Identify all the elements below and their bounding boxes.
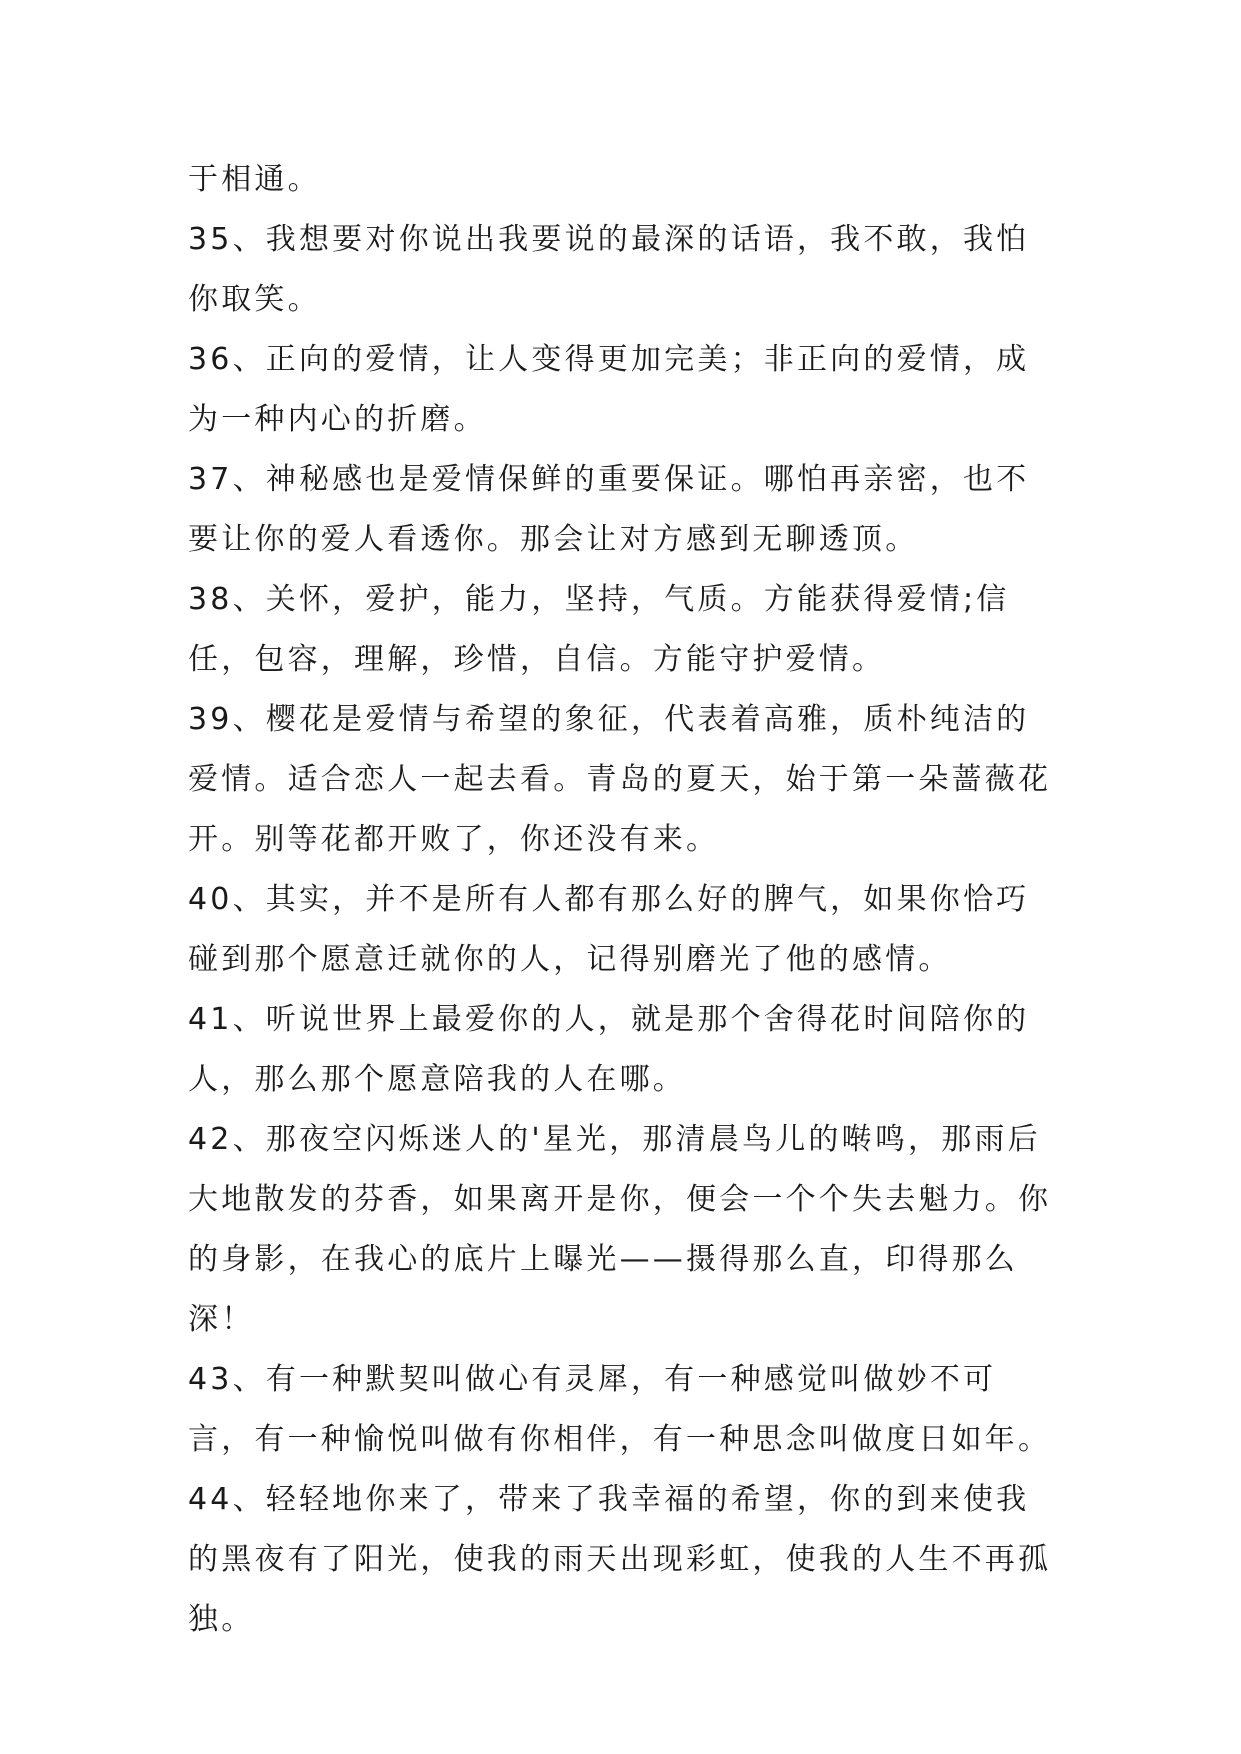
paragraph-35: 35、我想要对你说出我要说的最深的话语，我不敢，我怕你取笑。	[188, 222, 1030, 317]
paragraph-44: 44、轻轻地你来了，带来了我幸福的希望，你的到来使我的黑夜有了阳光，使我的雨天出现彩虹，使我的人生不再孤独。	[188, 1482, 1052, 1637]
paragraph-37: 37、神秘感也是爱情保鲜的重要保证。哪怕再亲密，也不要让你的爱人看透你。那会让对方感到无聊透顶。	[188, 462, 1030, 557]
paragraph-39: 39、樱花是爱情与希望的象征，代表着高雅，质朴纯洁的爱情。适合恋人一起去看。青岛的夏天，始于第一朵蔷薇花开。别等花都开败了，你还没有来。	[188, 702, 1052, 857]
paragraph-40: 40、其实，并不是所有人都有那么好的脾气，如果你恰巧碰到那个愿意迁就你的人，记得别磨光了他的感情。	[188, 882, 1030, 977]
document-body	[188, 150, 1058, 1650]
paragraph-42: 42、那夜空闪烁迷人的'星光，那清晨鸟儿的啭鸣，那雨后大地散发的芬香，如果离开是你，便会一个个失去魁力。你的身影，在我心的底片上曝光——摄得那么直，印得那么深！	[188, 1122, 1052, 1337]
paragraph-continuation: 于相通。	[188, 162, 321, 197]
paragraph-38: 38、关怀，爱护，能力，坚持，气质。方能获得爱情;信任，包容，理解，珍惜，自信。方能守护爱情。	[188, 582, 1010, 677]
paragraph-36: 36、正向的爱情，让人变得更加完美；非正向的爱情，成为一种内心的折磨。	[188, 342, 1030, 437]
paragraph-41: 41、听说世界上最爱你的人，就是那个舍得花时间陪你的人，那么那个愿意陪我的人在哪。	[188, 1002, 1030, 1097]
paragraph-43: 43、有一种默契叫做心有灵犀，有一种感觉叫做妙不可言，有一种愉悦叫做有你相伴，有一种思念叫做度日如年。	[188, 1362, 1052, 1457]
